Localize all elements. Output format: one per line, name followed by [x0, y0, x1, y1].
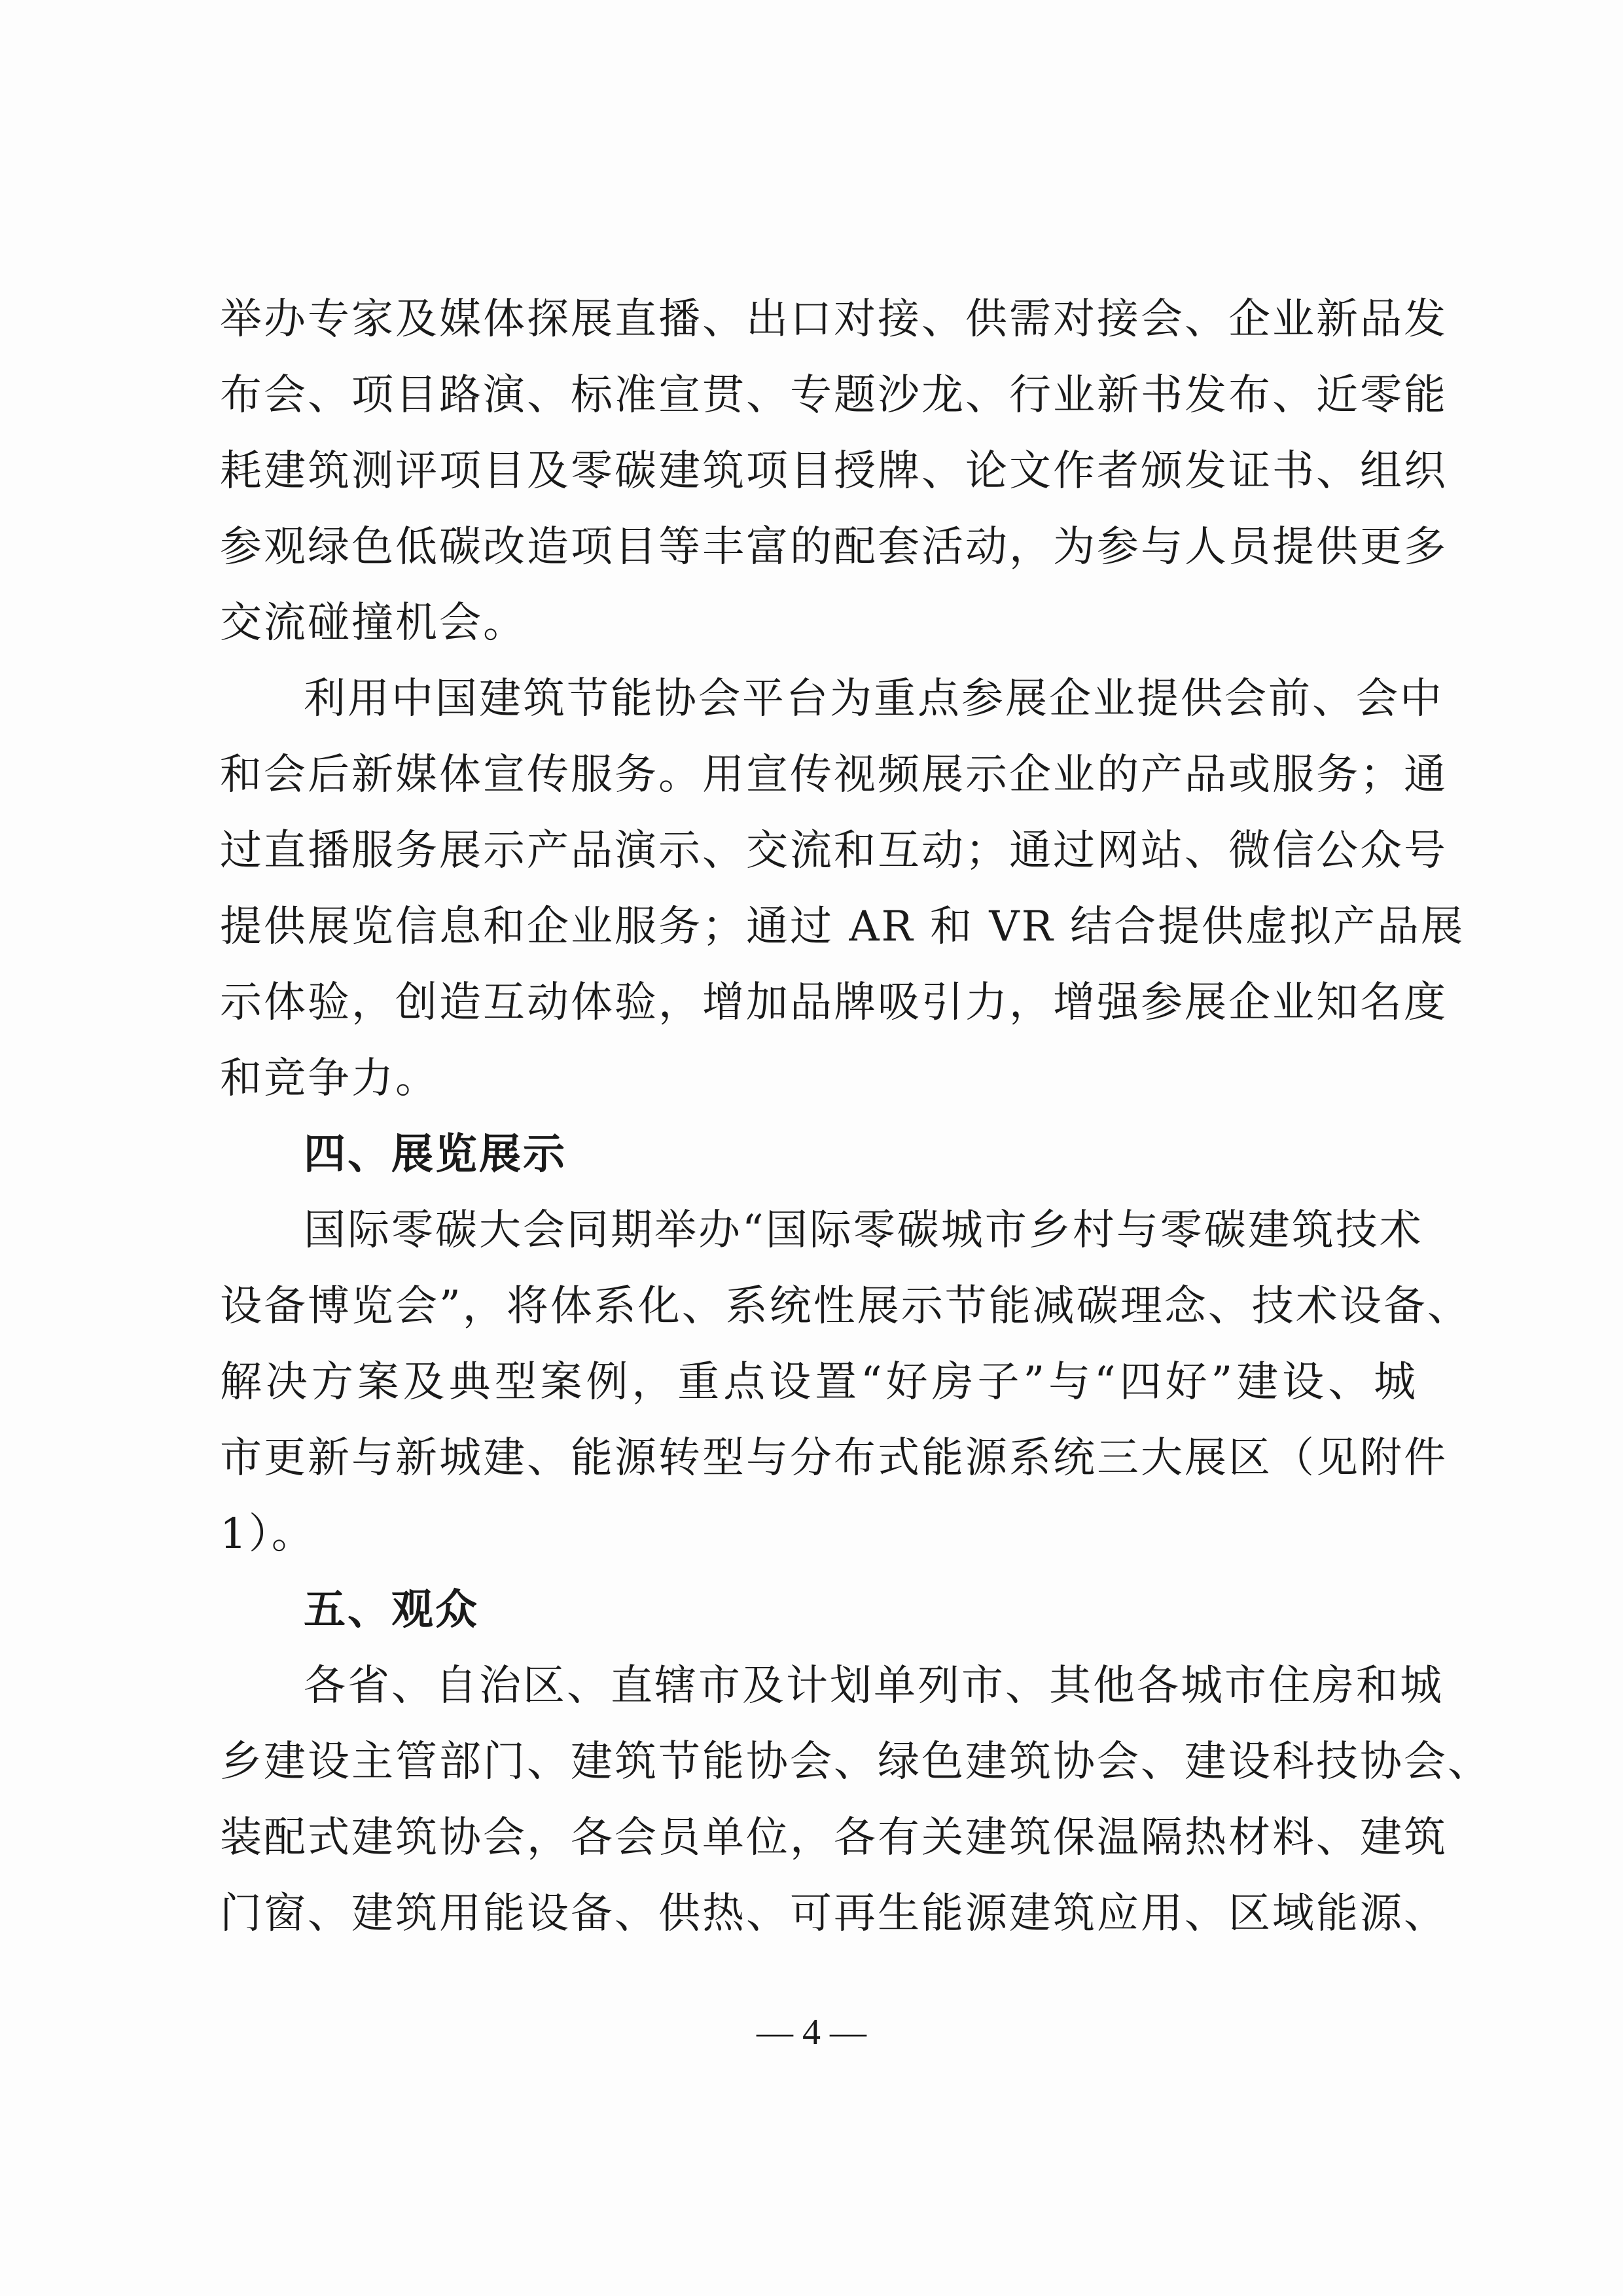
text-line: 提供展览信息和企业服务；通过 AR 和 VR 结合提供虚拟产品展 [220, 903, 1465, 951]
text-line: 设备博览会”，将体系化、系统性展示节能减碳理念、技术设备、 [220, 1282, 1471, 1331]
text-line: 1）。 [220, 1510, 315, 1558]
text-line: 耗建筑测评项目及零碳建筑项目授牌、论文作者颁发证书、组织 [220, 447, 1448, 495]
text-line: 各省、自治区、直辖市及计划单列市、其他各城市住房和城 [304, 1662, 1444, 1710]
page-number: — 4 — [757, 2012, 866, 2053]
paragraph-media-services [220, 661, 1465, 1117]
text-line: 布会、项目路演、标准宣贯、专题沙龙、行业新书发布、近零能 [220, 371, 1448, 420]
section-heading-exhibition: 四、展览展示 [304, 1130, 567, 1179]
text-line: 示体验，创造互动体验，增加品牌吸引力，增强参展企业知名度 [220, 978, 1448, 1027]
text-line: 门窗、建筑用能设备、供热、可再生能源建筑应用、区域能源、 [220, 1890, 1448, 1938]
paragraph-audience [220, 1648, 1491, 1952]
text-line: 市更新与新城建、能源转型与分布式能源系统三大展区（见附件 [220, 1434, 1448, 1482]
text-line: 举办专家及媒体探展直播、出口对接、供需对接会、企业新品发 [220, 295, 1448, 344]
text-line: 乡建设主管部门、建筑节能协会、绿色建筑协会、建设科技协会、 [220, 1738, 1491, 1786]
section-heading-audience: 五、观众 [304, 1585, 479, 1634]
text-line: 国际零碳大会同期举办“国际零碳城市乡村与零碳建筑技术 [304, 1206, 1423, 1255]
text-line: 和竞争力。 [220, 1054, 439, 1103]
paragraph-exhibition [220, 1193, 1471, 1572]
text-line: 利用中国建筑节能协会平台为重点参展企业提供会前、会中 [304, 675, 1444, 723]
text-line: 和会后新媒体宣传服务。用宣传视频展示企业的产品或服务；通 [220, 751, 1448, 799]
text-line: 参观绿色低碳改造项目等丰富的配套活动，为参与人员提供更多 [220, 523, 1448, 571]
text-line: 交流碰撞机会。 [220, 599, 527, 647]
text-line: 解决方案及典型案例，重点设置“好房子”与“四好”建设、城 [220, 1358, 1418, 1407]
paragraph-activities [220, 281, 1448, 661]
text-line: 过直播服务展示产品演示、交流和互动；通过网站、微信公众号 [220, 827, 1448, 875]
text-line: 装配式建筑协会，各会员单位，各有关建筑保温隔热材料、建筑 [220, 1814, 1448, 1862]
document-body [220, 281, 1491, 1952]
